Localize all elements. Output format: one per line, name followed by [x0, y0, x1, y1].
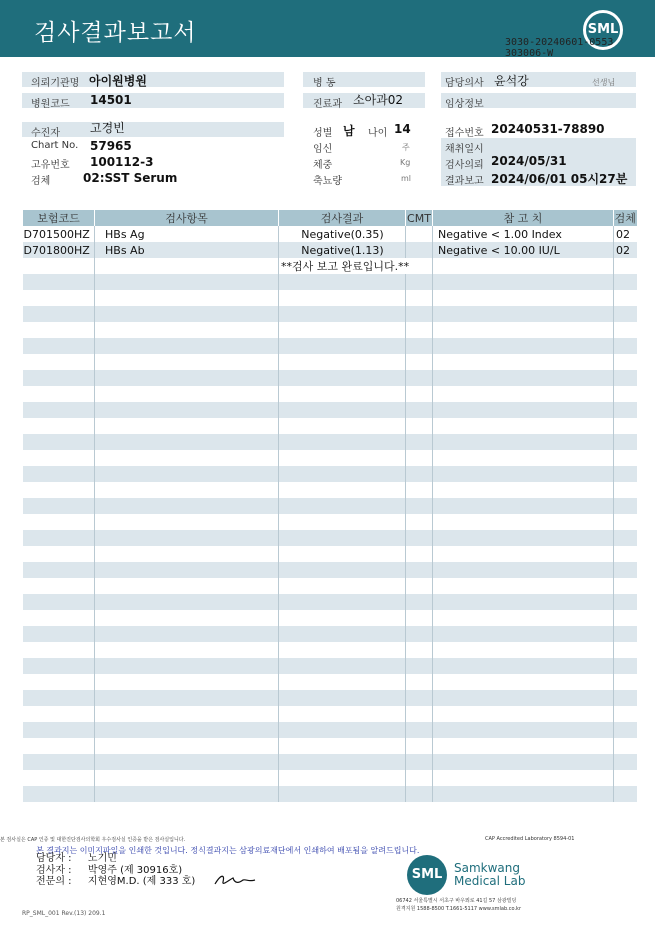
hospital-code-value: 14501: [90, 93, 132, 107]
lab-name-2: Medical Lab: [454, 874, 526, 888]
empty-row: [23, 658, 637, 674]
clinical-label: 임상정보: [445, 99, 484, 110]
pregnancy-unit: 주: [402, 143, 410, 152]
empty-row: [23, 546, 637, 562]
age-label: 나이: [368, 128, 388, 139]
empty-row: [23, 482, 637, 498]
specialist-label: 전문의 :: [36, 876, 72, 887]
receipt-value: 20240531-78890: [491, 122, 605, 136]
certification-line: 본 검사실은 CAP 인증 및 대한진단검사의학회 우수검사실 인증을 받은 검사실입니다.: [0, 837, 186, 843]
pregnancy-label: 임신: [313, 144, 333, 155]
row-reference: Negative < 10.00 IU/L: [433, 242, 614, 258]
patient-label: 수진자: [31, 128, 60, 139]
urine-unit: ml: [401, 174, 412, 183]
row-item: HBs Ag: [95, 226, 279, 242]
request-value: 2024/05/31: [491, 154, 567, 168]
empty-row: [23, 530, 637, 546]
report-title: 검사결과보고서: [34, 20, 197, 46]
weight-unit: Kg: [400, 158, 411, 167]
empty-row: [23, 626, 637, 642]
empty-row: [23, 578, 637, 594]
empty-row: [23, 418, 637, 434]
empty-row: [23, 338, 637, 354]
chart-value: 57965: [90, 139, 132, 153]
empty-row: [23, 562, 637, 578]
header-result: 검사결과: [279, 210, 406, 226]
table-row: [23, 242, 637, 258]
header-specimen: 검체: [614, 212, 636, 225]
table-row: [23, 226, 637, 242]
row-cmt: [406, 226, 433, 242]
patient-field: [22, 122, 284, 137]
empty-row: [23, 386, 637, 402]
unique-number-value: 100112-3: [90, 155, 154, 169]
signature-image: [213, 870, 257, 888]
row-reference: Negative < 1.00 Index: [433, 226, 614, 242]
empty-row: [23, 514, 637, 530]
row-result: Negative(0.35): [279, 226, 406, 242]
empty-row: [23, 402, 637, 418]
sml-footer-logo: SML: [407, 855, 447, 895]
form-code: RP_SML_001 Rev.(13) 209.1: [22, 910, 106, 917]
empty-row: [23, 434, 637, 450]
sex-value: 남: [343, 124, 355, 138]
row-cmt: [406, 242, 433, 258]
sml-logo: SML: [583, 10, 623, 50]
empty-row: [23, 770, 637, 786]
examiner-value: 박영주 (제 30916호): [87, 865, 183, 876]
row-code: D701800HZ: [23, 242, 95, 258]
doctor-suffix: 선생님: [592, 78, 616, 87]
row-code: D701500HZ: [23, 227, 90, 241]
header-item: 검사항목: [95, 210, 279, 226]
empty-row: [23, 754, 637, 770]
empty-row: [23, 354, 637, 370]
empty-row: [23, 450, 637, 466]
document-number-1: 3030-20240601-0553: [505, 37, 614, 48]
table-row: [23, 258, 637, 274]
empty-row: [23, 594, 637, 610]
lab-address: 06742 서울특별시 서초구 바우뫼로 41길 57 삼광빌딩: [396, 898, 517, 904]
row-item: HBs Ab: [95, 242, 279, 258]
header-reference: 참 고 치: [433, 210, 614, 226]
lab-phone: 원격지원 1588-8500 T.1661-5117 www.smlab.co.kr: [396, 906, 521, 912]
empty-row: [23, 706, 637, 722]
empty-row: [23, 738, 637, 754]
completion-note: **검사 보고 완료입니다.**: [279, 258, 433, 274]
receiver-line: [36, 853, 117, 865]
empty-row: [23, 786, 637, 802]
collect-label: 채취일시: [445, 144, 484, 155]
empty-row: [23, 466, 637, 482]
examiner-label: 검사자 :: [36, 865, 72, 876]
specialist-line: [36, 876, 195, 888]
document-number: [505, 37, 613, 59]
empty-row: [23, 306, 637, 322]
empty-row: [23, 370, 637, 386]
lab-name-1: Samkwang: [454, 861, 520, 875]
lab-name: [454, 862, 525, 888]
doctor-label: 담당의사: [445, 78, 484, 89]
header-code: 보험코드: [23, 210, 95, 226]
age-value: 14: [394, 122, 411, 136]
report-label: 결과보고: [445, 176, 484, 187]
empty-row: [23, 642, 637, 658]
dept-value: 소아과02: [353, 93, 404, 107]
table-header-row: [23, 210, 637, 226]
receiver-label: 담당자 :: [36, 853, 72, 864]
row-specimen: 02: [614, 242, 637, 258]
row-specimen: 02: [614, 226, 637, 242]
specialist-value: 지현영M.D. (제 333 호): [87, 876, 196, 887]
cap-line: CAP Accredited Laboratory 8594-01: [485, 836, 575, 842]
receiver-value: 노기민: [87, 853, 117, 864]
doctor-value: 윤석강: [494, 74, 529, 88]
specimen-label: 검체: [31, 176, 51, 187]
patient-value: 고경빈: [90, 121, 125, 135]
hospital-code-label: 병원코드: [31, 99, 70, 110]
row-result: Negative(1.13): [279, 242, 406, 258]
empty-row: [23, 690, 637, 706]
dept-label: 진료과: [313, 99, 342, 110]
empty-row: [23, 498, 637, 514]
ward-label: 병 동: [313, 78, 336, 89]
sex-label: 성별: [313, 128, 333, 139]
header-cmt: CMT: [407, 211, 431, 225]
notice-line: 본 결과지는 이미지파일을 인쇄한 것입니다. 정식결과지는 삼광의료재단에서 인쇄하여 배포됨을 알려드립니다.: [36, 846, 420, 855]
institution-label: 의뢰기관명: [31, 78, 80, 89]
unique-number-label: 고유번호: [31, 160, 70, 171]
document-number-2: 303006-W: [505, 48, 554, 59]
empty-row: [23, 274, 637, 290]
weight-label: 체중: [313, 160, 333, 171]
empty-row: [23, 322, 637, 338]
empty-row: [23, 722, 637, 738]
results-table: [22, 210, 637, 802]
receipt-label: 접수번호: [445, 128, 484, 139]
urine-label: 축뇨량: [313, 176, 342, 187]
request-label: 검사의뢰: [445, 160, 484, 171]
empty-row: [23, 290, 637, 306]
institution-value: 아이원병원: [89, 74, 147, 88]
specimen-value: 02:SST Serum: [83, 171, 178, 185]
chart-label: Chart No.: [31, 140, 79, 151]
empty-row: [23, 674, 637, 690]
empty-row: [23, 610, 637, 626]
report-value: 2024/06/01 05시27분: [491, 172, 628, 186]
